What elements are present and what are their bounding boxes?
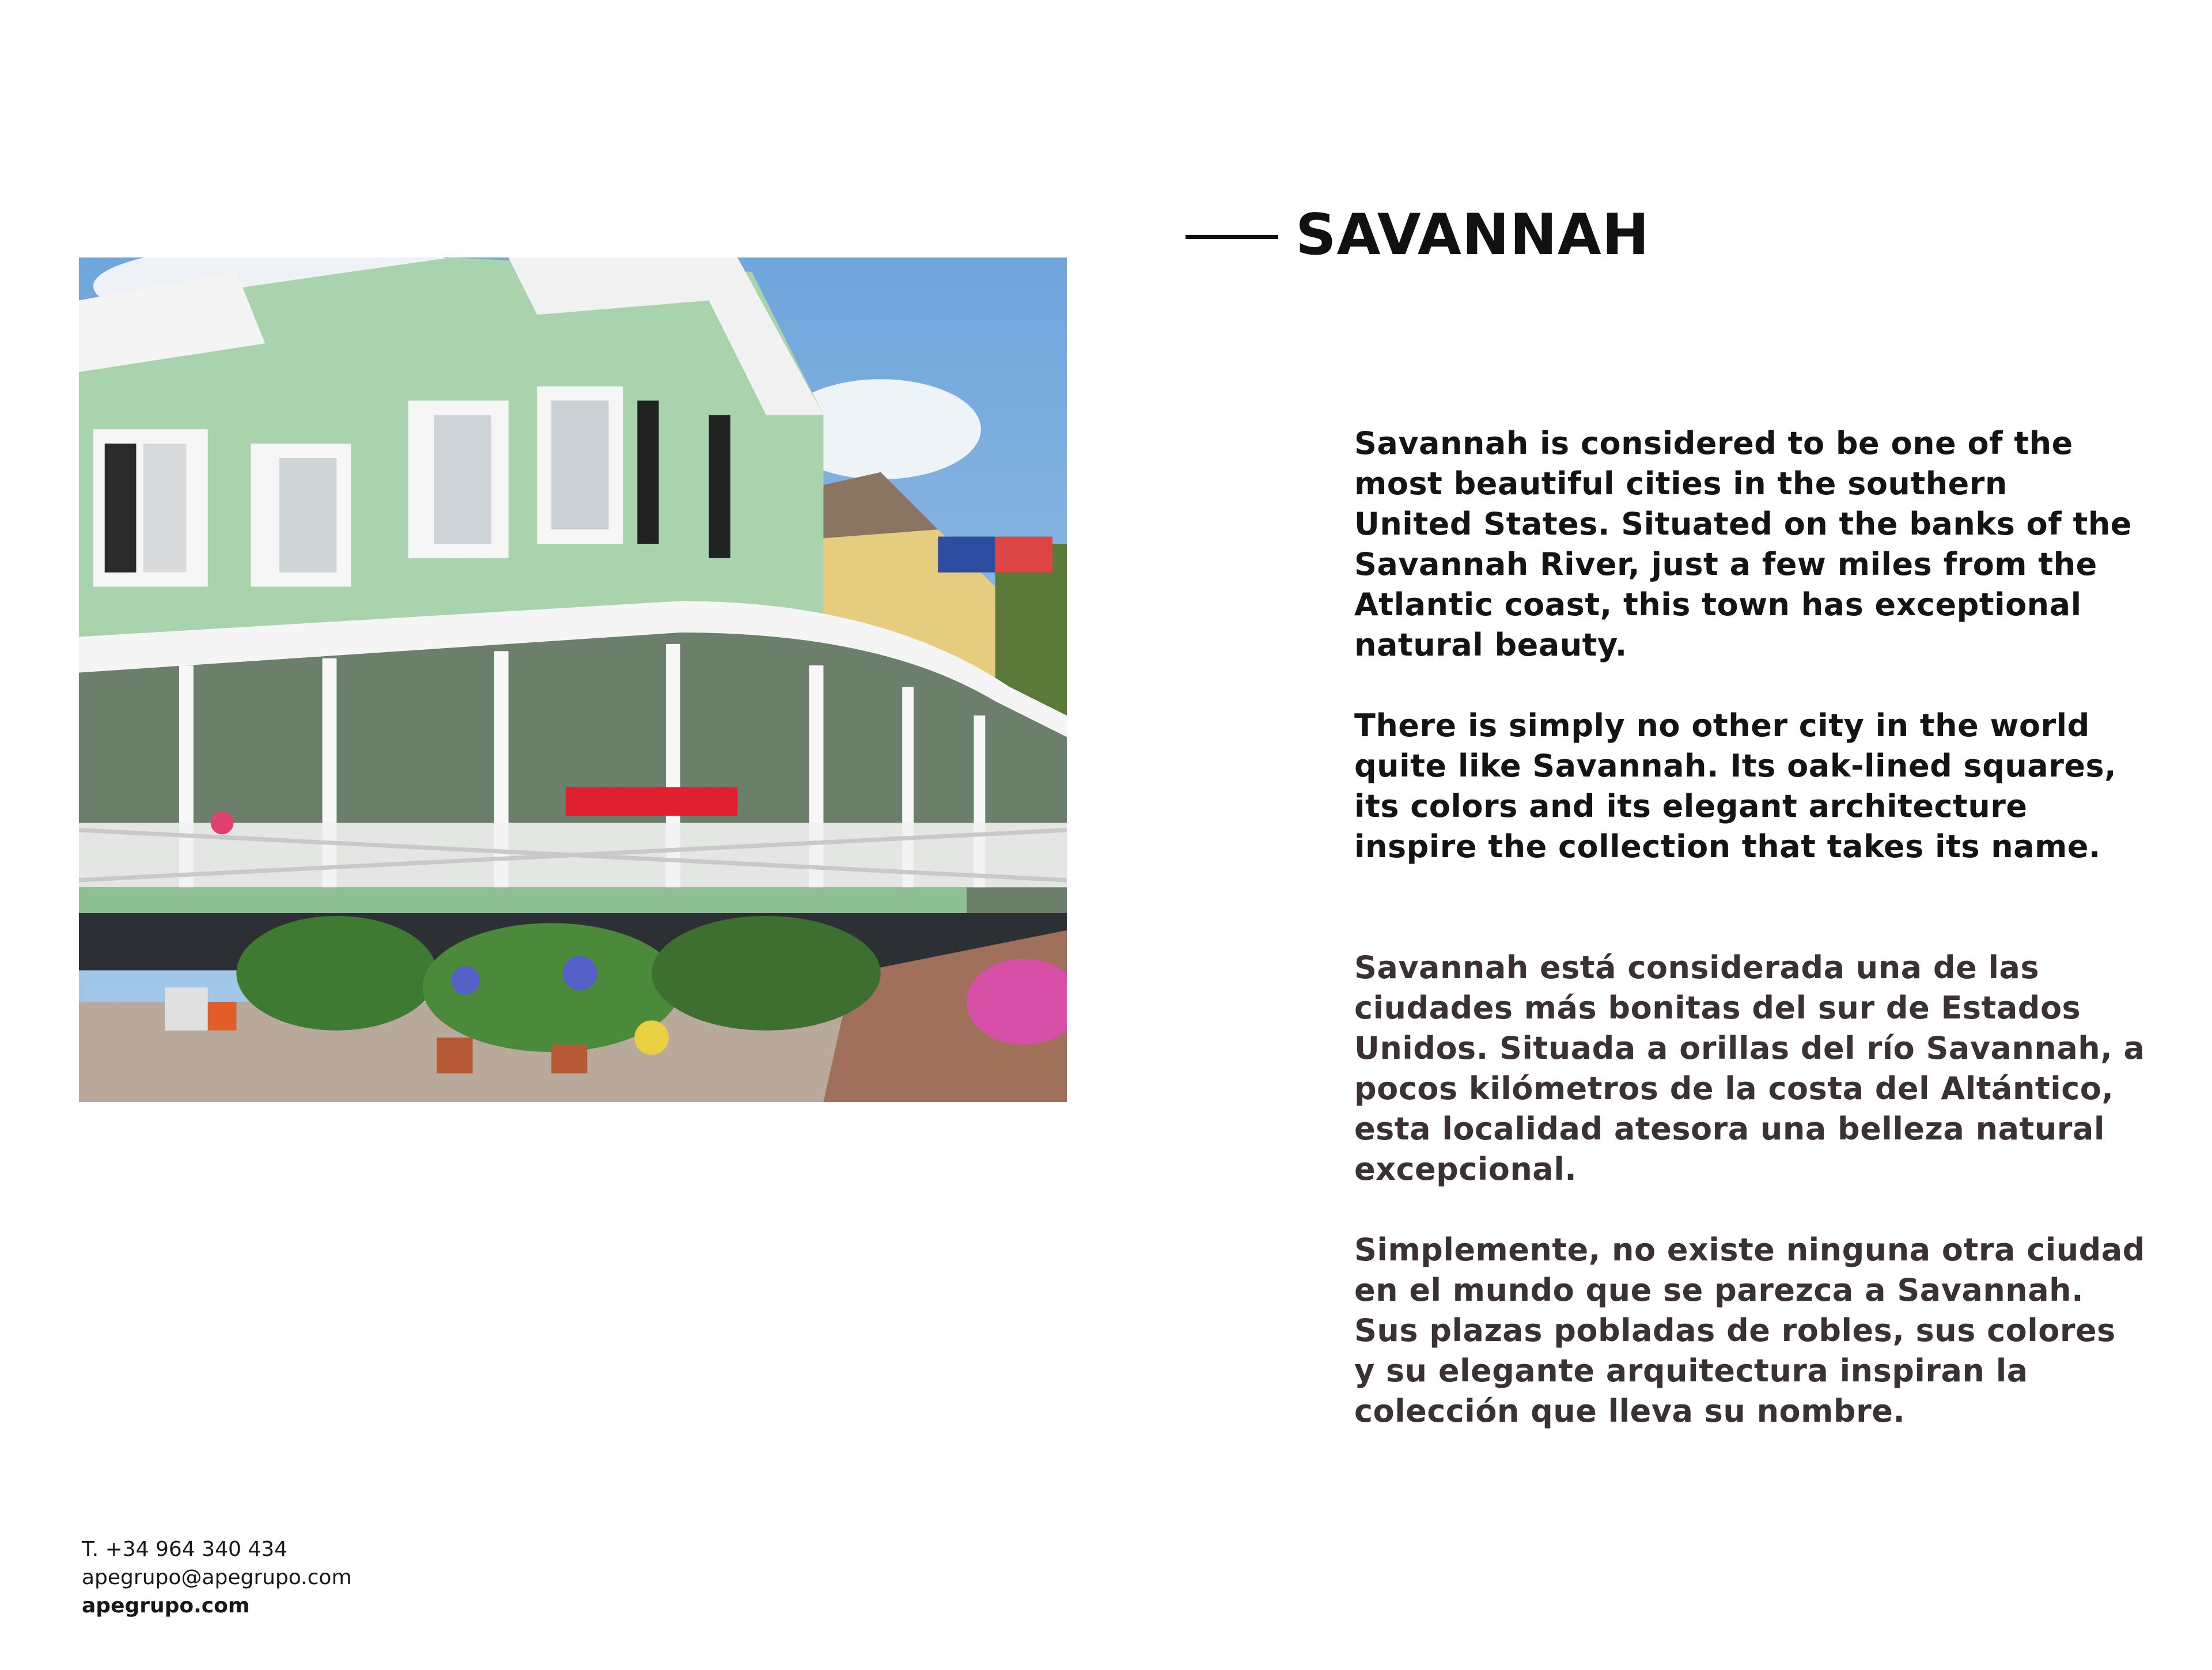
text-line: most beautiful cities in the southern xyxy=(1354,465,2008,502)
text-line: y su elegante arquitectura inspiran la xyxy=(1354,1353,2028,1389)
page-title: SAVANNAH xyxy=(1296,202,1650,268)
phone-number: T. +34 964 340 434 xyxy=(82,1538,288,1561)
text-line: Unidos. Situada a orillas del río Savannah, a xyxy=(1354,1030,2145,1066)
text-line: Savannah River, just a few miles from the xyxy=(1354,546,2097,582)
text-line: natural beauty. xyxy=(1354,627,1627,663)
text-line: pocos kilómetros de la costa del Altántico, xyxy=(1354,1070,2114,1107)
text-line: Atlantic coast, this town has exceptional xyxy=(1354,586,2082,623)
email-link[interactable]: apegrupo@apegrupo.com xyxy=(82,1566,352,1589)
text-line: Simplemente, no existe ninguna otra ciudad xyxy=(1354,1232,2145,1268)
text-line: quite like Savannah. Its oak-lined squares, xyxy=(1354,748,2117,784)
text-line: excepcional. xyxy=(1354,1151,1577,1187)
text-line: its colors and its elegant architecture xyxy=(1354,788,2028,824)
text-line: United States. Situated on the banks of the xyxy=(1354,506,2132,542)
title-rule xyxy=(1185,235,1278,239)
english-paragraph-1 xyxy=(1354,423,2132,665)
english-paragraph-2 xyxy=(1354,706,2116,867)
text-line: Savannah is considered to be one of the xyxy=(1354,425,2073,461)
text-line: Sus plazas pobladas de robles, sus colores xyxy=(1354,1312,2116,1349)
text-line: There is simply no other city in the world xyxy=(1354,707,2090,744)
text-line: esta localidad atesora una belleza natural xyxy=(1354,1111,2105,1147)
victorian-house-photo xyxy=(79,257,1067,1102)
text-line: inspire the collection that takes its name. xyxy=(1354,828,2101,865)
contact-footer xyxy=(82,1535,352,1620)
spanish-paragraph-1 xyxy=(1354,948,2145,1190)
website-link[interactable]: apegrupo.com xyxy=(82,1594,250,1618)
text-line: colección que lleva su nombre. xyxy=(1354,1393,1906,1429)
spanish-paragraph-2 xyxy=(1354,1230,2145,1432)
text-line: ciudades más bonitas del sur de Estados xyxy=(1354,990,2081,1026)
text-line: Savannah está considerada una de las xyxy=(1354,949,2040,986)
text-line: en el mundo que se parezca a Savannah. xyxy=(1354,1272,2084,1308)
